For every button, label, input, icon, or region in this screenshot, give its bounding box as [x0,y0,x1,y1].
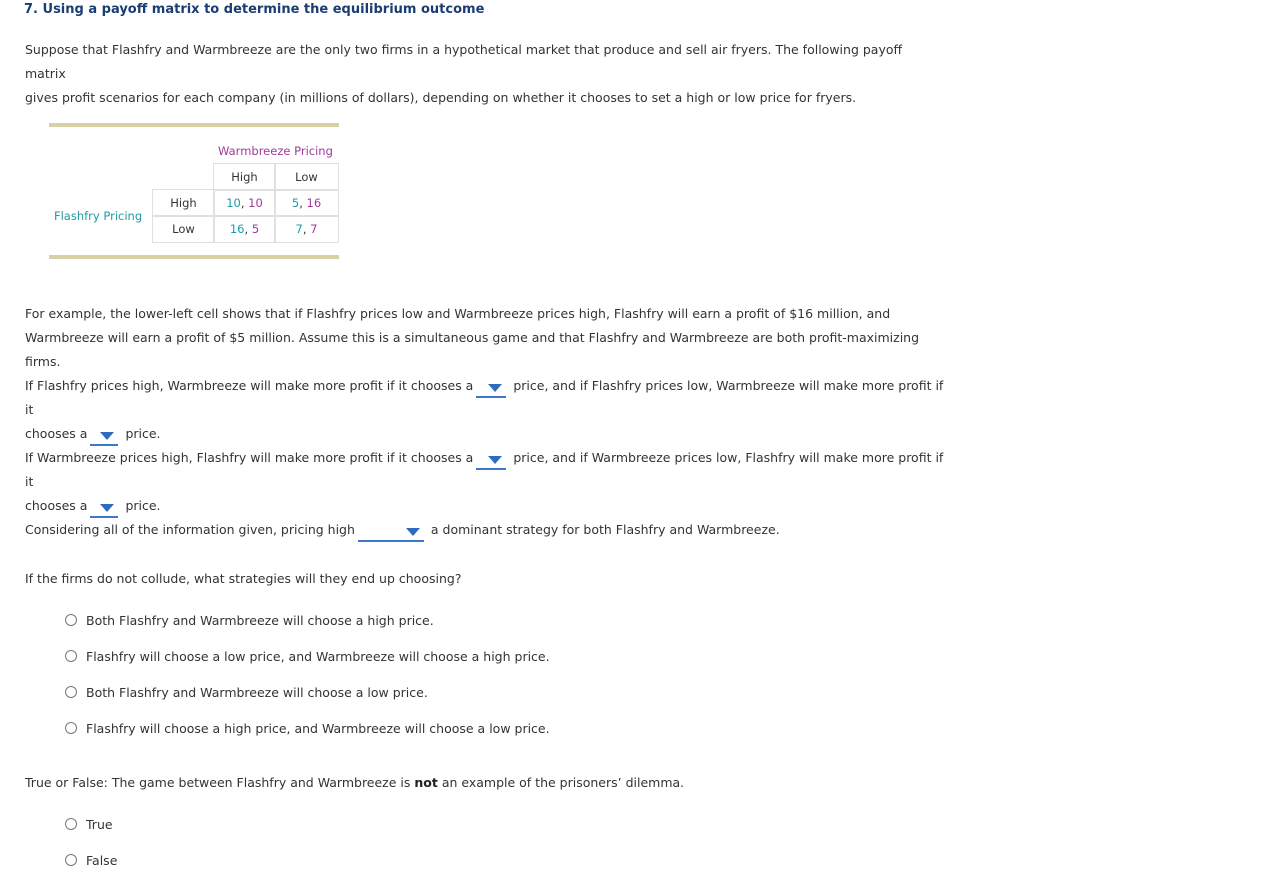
example-line-1: For example, the lower-left cell shows that if Flashfry prices low and Warmbreeze prices high, Flashfry will earn a profit of $16 million, and [25,306,891,321]
warmbreeze-payoff: 7 [310,222,318,236]
q2-dropdown-1[interactable] [476,452,506,470]
flashfry-payoff: 10 [226,196,241,210]
chevron-down-icon [100,504,114,512]
q4-option-1-label[interactable]: Both Flashfry and Warmbreeze will choose a high price. [86,613,434,628]
matrix-top-rule [49,123,339,127]
q1-text-2: price, and if Flashfry prices low, Warmbreeze will make more profit if it [25,378,944,417]
payoff-cell-high-high [213,189,276,217]
intro-paragraph [25,38,945,110]
chevron-down-icon [488,456,502,464]
q4-option-3-label[interactable]: Both Flashfry and Warmbreeze will choose a low price. [86,685,428,700]
row-header-low: Low [152,215,215,243]
row-header-high: High [152,189,215,217]
flashfry-payoff: 16 [229,222,245,236]
intro-line-2: gives profit scenarios for each company (in millions of dollars), depending on whether it chooses to set a high or low price for fryers. [25,90,857,105]
q1-text-3: chooses a [25,426,88,441]
q4-option-4-label[interactable]: Flashfry will choose a high price, and Warmbreeze will choose a low price. [86,721,550,736]
q2-text-4: price. [125,498,161,513]
q4-option-1-radio[interactable] [65,614,77,626]
question-title: 7. Using a payoff matrix to determine the equilibrium outcome [24,2,485,17]
row-player-label: Flashfry Pricing [54,209,143,223]
col-player-label: Warmbreeze Pricing [218,144,333,158]
q2-text-3: chooses a [25,498,88,513]
q3-text-2: a dominant strategy for both Flashfry and Warmbreeze. [430,522,780,537]
matrix-bottom-rule [49,255,339,259]
q4-option-2-label[interactable]: Flashfry will choose a low price, and Warmbreeze will choose a high price. [86,649,550,664]
example-line-2: Warmbreeze will earn a profit of $5 million. Assume this is a simultaneous game and that Flashfry and Warmbreeze are both profit-maximizing firms. [25,330,920,369]
intro-line-1: Suppose that Flashfry and Warmbreeze are the only two firms in a hypothetical market that produce and sell air fryers. The following payoff matrix [25,42,903,81]
q3-text-1: Considering all of the information given, pricing high [25,522,355,537]
question-1 [25,374,945,446]
example-paragraph [25,302,945,374]
payoff-cell-high-low [274,189,339,217]
flashfry-payoff: 5 [291,196,300,210]
q5-prompt [25,775,684,790]
warmbreeze-payoff: 5 [251,222,260,236]
q4-option-4-radio[interactable] [65,722,77,734]
warmbreeze-payoff: 16 [306,196,322,210]
q2-text-1: If Warmbreeze prices high, Flashfry will make more profit if it chooses a [25,450,474,465]
q2-dropdown-2[interactable] [90,500,118,518]
q4-option-2-radio[interactable] [65,650,77,662]
chevron-down-icon [100,432,114,440]
question-3 [25,518,945,542]
payoff-cell-low-high [213,215,276,243]
q4-option-3-radio[interactable] [65,686,77,698]
q1-text-1: If Flashfry prices high, Warmbreeze will make more profit if it chooses a [25,378,474,393]
q5-prompt-bold: not [414,775,438,790]
q4-prompt: If the firms do not collude, what strategies will they end up choosing? [25,571,462,586]
payoff-separator: , [240,196,249,210]
col-header-low: Low [274,163,339,191]
col-header-high: High [213,163,276,191]
payoff-separator: , [244,222,252,236]
question-2 [25,446,945,518]
warmbreeze-payoff: 10 [248,196,263,210]
q3-dropdown[interactable] [358,524,424,542]
chevron-down-icon [488,384,502,392]
q5-prompt-after: an example of the prisoners’ dilemma. [437,775,685,790]
flashfry-payoff: 7 [295,222,303,236]
payoff-separator: , [302,222,311,236]
q1-text-4: price. [125,426,161,441]
q5-prompt-before: True or False: The game between Flashfry and Warmbreeze is [25,775,415,790]
q5-option-true-radio[interactable] [65,818,77,830]
q1-dropdown-1[interactable] [476,380,506,398]
q1-dropdown-2[interactable] [90,428,118,446]
q5-option-false-label[interactable]: False [86,853,118,868]
q5-option-false-radio[interactable] [65,854,77,866]
payoff-separator: , [299,196,307,210]
payoff-cell-low-low [274,215,339,243]
chevron-down-icon [406,528,420,536]
q5-option-true-label[interactable]: True [86,817,113,832]
q2-text-2: price, and if Warmbreeze prices low, Flashfry will make more profit if it [25,450,944,489]
